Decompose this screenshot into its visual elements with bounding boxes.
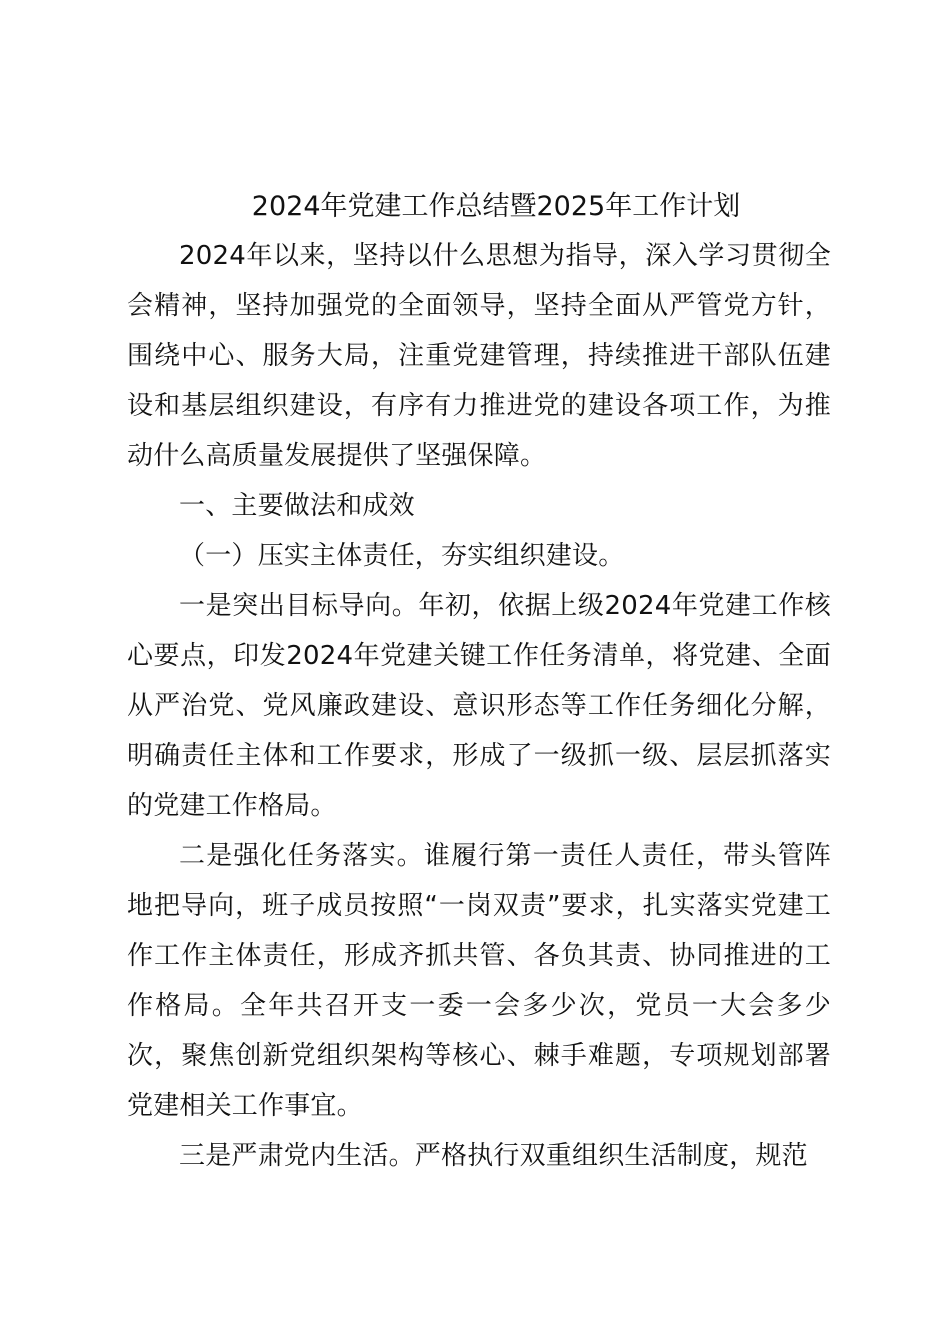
document-title: 2024年党建工作总结暨2025年工作计划 — [251, 191, 741, 222]
paragraph-point-two: 二是强化任务落实。谁履行第一责任人责任，带头管阵地把导向，班子成员按照“一岗双责”要求，扎实落实党建工作工作主体责任，形成齐抓共管、各负其责、协同推进的工作格局。全年共召开支一委一会多少次，党员一大会多少次，聚焦创新党组织架构等核心、棘手难题，专项规划部署党建相关工作事宜。 — [127, 841, 831, 1121]
paragraph-intro: 2024年以来，坚持以什么思想为指导，深入学习贯彻全会精神，坚持加强党的全面领导，坚持全面从严管党方针，围绕中心、服务大局，注重党建管理，持续推进干部队伍建设和基层组织建设，有序有力推进党的建设各项工作，为推动什么高质量发展提供了坚强保障。 — [127, 241, 831, 471]
paragraph-point-one: 一是突出目标导向。年初，依据上级2024年党建工作核心要点，印发2024年党建关键工作任务清单，将党建、全面从严治党、党风廉政建设、意识形态等工作任务细化分解，明确责任主体和工作要求，形成了一级抓一级、层层抓落实的党建工作格局。 — [127, 591, 831, 821]
document-body — [127, 183, 831, 1181]
paragraph-point-three: 三是严肃党内生活。严格执行双重组织生活制度，规范 — [179, 1141, 808, 1171]
heading-section-one: 一、主要做法和成效 — [179, 491, 415, 521]
heading-subsection-one: （一）压实主体责任，夯实组织建设。 — [179, 541, 625, 571]
